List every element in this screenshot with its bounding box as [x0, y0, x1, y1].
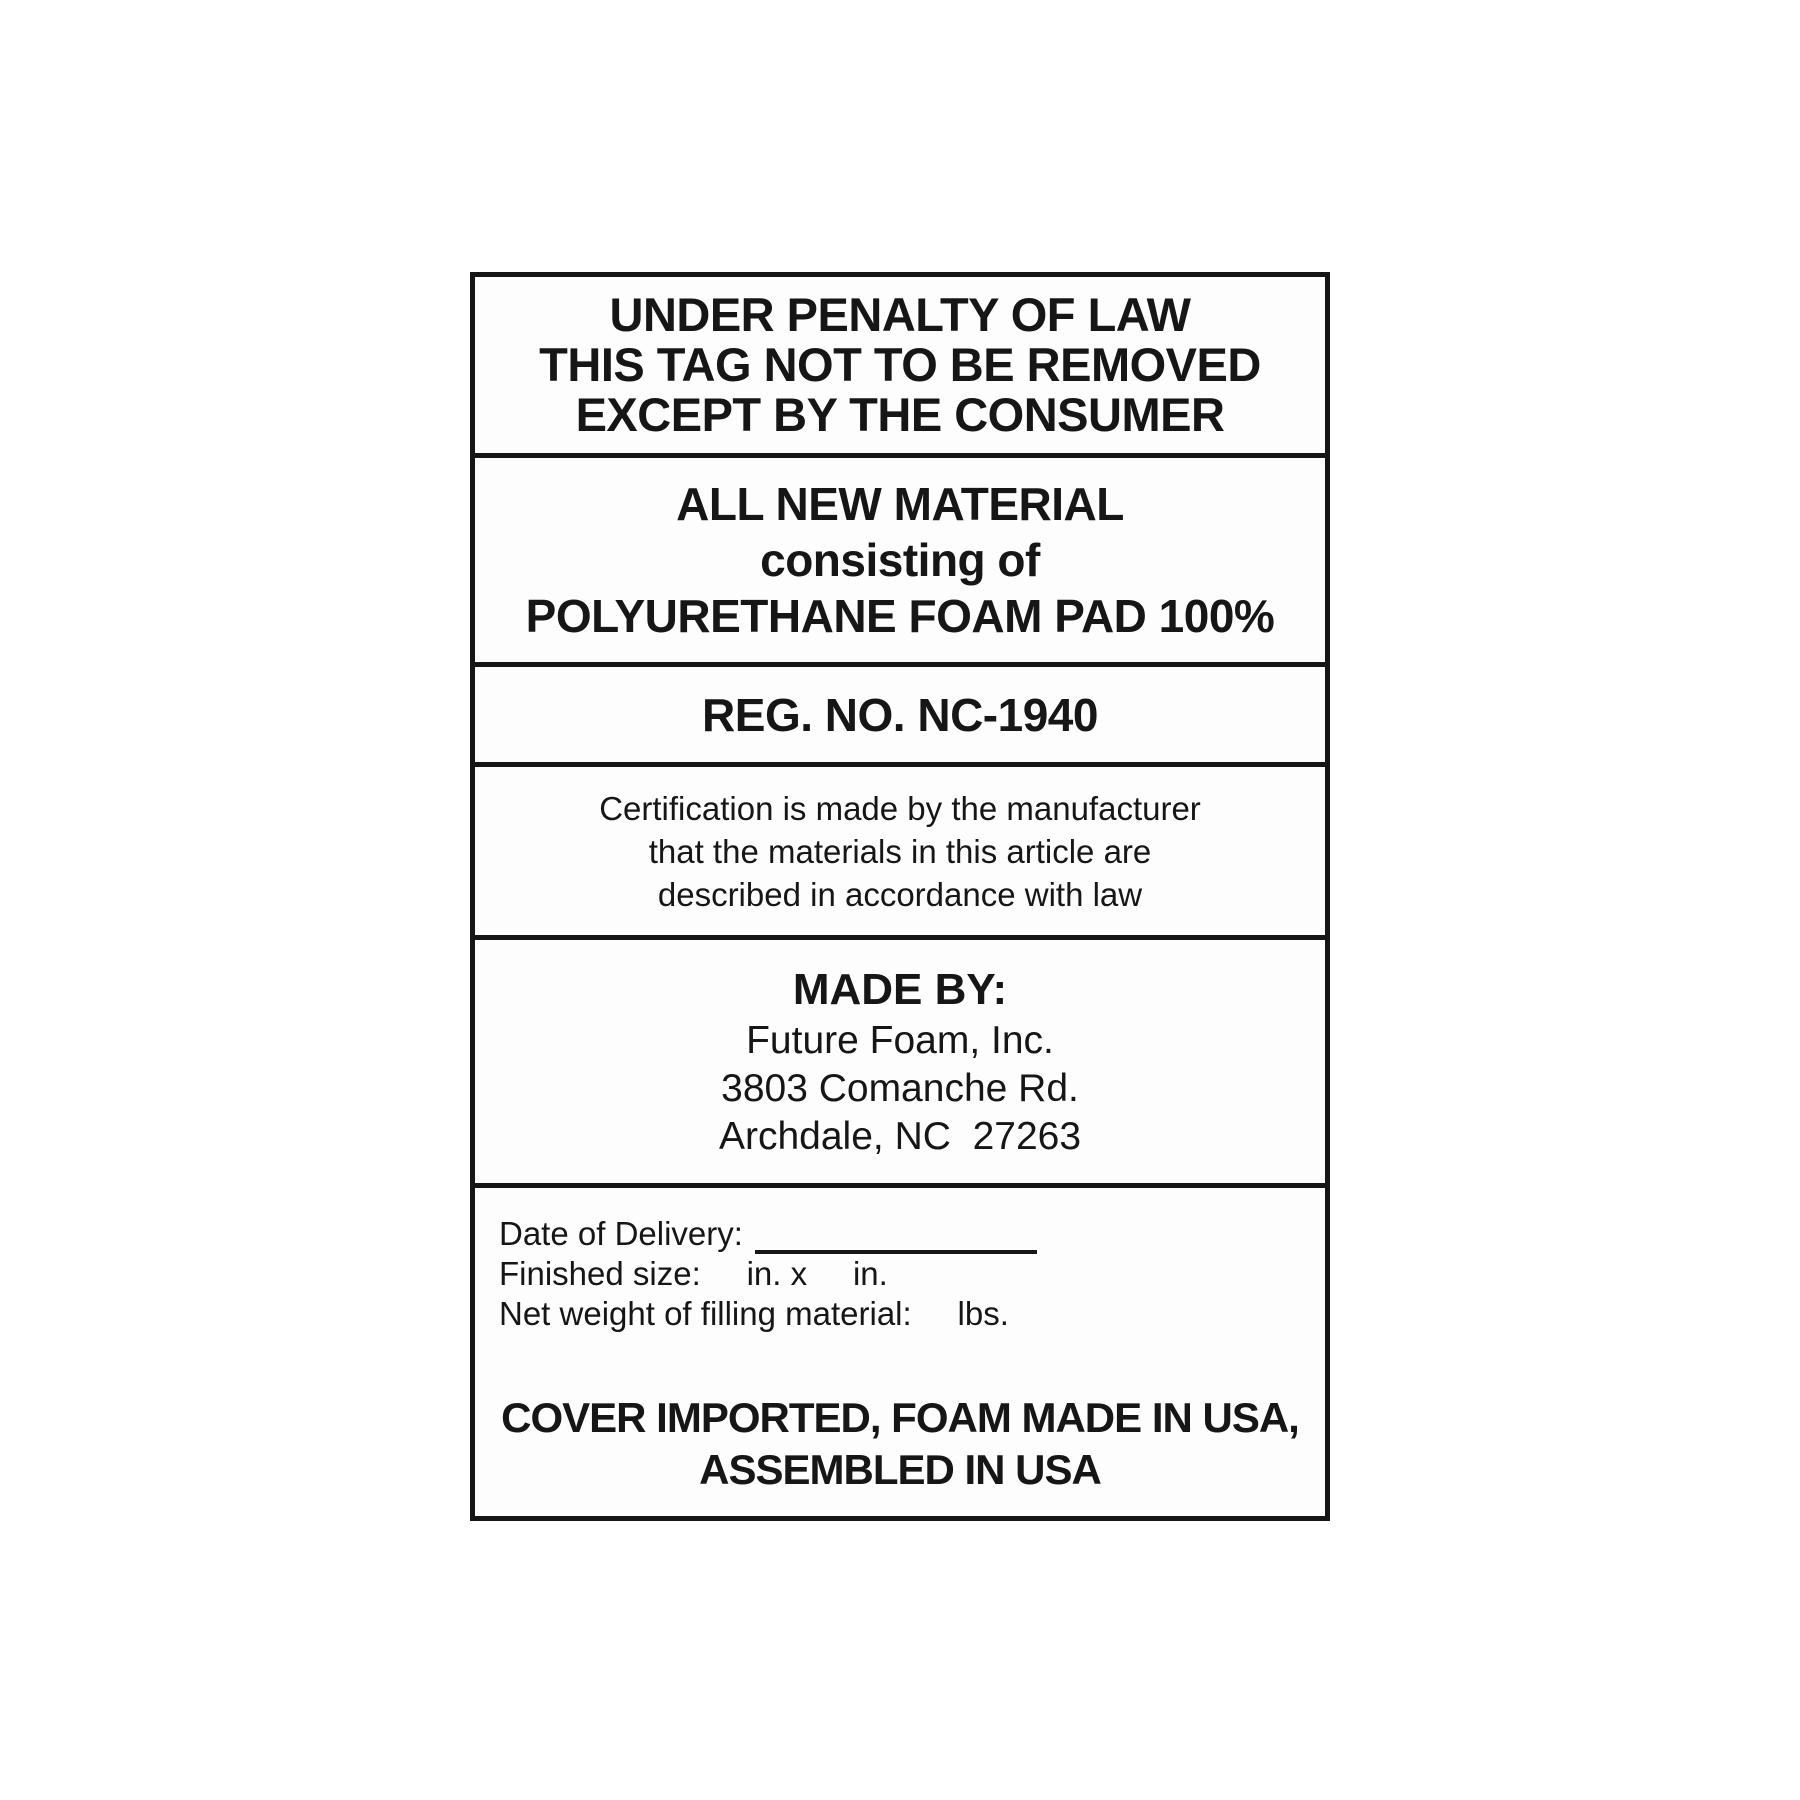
manufacturer-name: Future Foam, Inc.: [746, 1018, 1054, 1062]
date-of-delivery-blank-line: [755, 1218, 1037, 1254]
date-of-delivery-row: [499, 1214, 1325, 1254]
made-by-section: [475, 940, 1325, 1188]
manufacturer-street: 3803 Comanche Rd.: [721, 1066, 1079, 1110]
origin-line-2: ASSEMBLED IN USA: [699, 1446, 1101, 1493]
penalty-line-2: THIS TAG NOT TO BE REMOVED: [539, 338, 1261, 391]
details-section: [475, 1188, 1325, 1516]
material-line-1: ALL NEW MATERIAL: [676, 478, 1124, 530]
net-weight-row: Net weight of filling material: lbs.: [499, 1295, 1009, 1332]
origin-line-1: COVER IMPORTED, FOAM MADE IN USA,: [501, 1394, 1299, 1441]
certification-line-1: Certification is made by the manufacturer: [599, 789, 1201, 827]
penalty-line-3: EXCEPT BY THE CONSUMER: [575, 388, 1225, 441]
registration-section: [475, 667, 1325, 767]
certification-line-2: that the materials in this article are: [648, 832, 1152, 870]
date-of-delivery-label: Date of Delivery:: [499, 1215, 743, 1252]
law-tag-label: [470, 272, 1330, 1521]
registration-number: REG. NO. NC-1940: [702, 688, 1098, 741]
material-section: [475, 458, 1325, 667]
origin-statement: [475, 1392, 1325, 1496]
certification-line-3: described in accordance with law: [657, 875, 1143, 913]
manufacturer-city-state-zip: Archdale, NC 27263: [718, 1114, 1082, 1158]
penalty-line-1: UNDER PENALTY OF LAW: [609, 288, 1191, 341]
certification-section: [475, 767, 1325, 940]
material-line-2: consisting of: [760, 534, 1040, 586]
material-line-3: POLYURETHANE FOAM PAD 100%: [525, 590, 1275, 642]
fill-in-lines: [475, 1188, 1325, 1334]
made-by-heading: MADE BY:: [792, 964, 1008, 1014]
penalty-section: [475, 277, 1325, 458]
finished-size-row: Finished size: in. x in.: [499, 1255, 888, 1292]
